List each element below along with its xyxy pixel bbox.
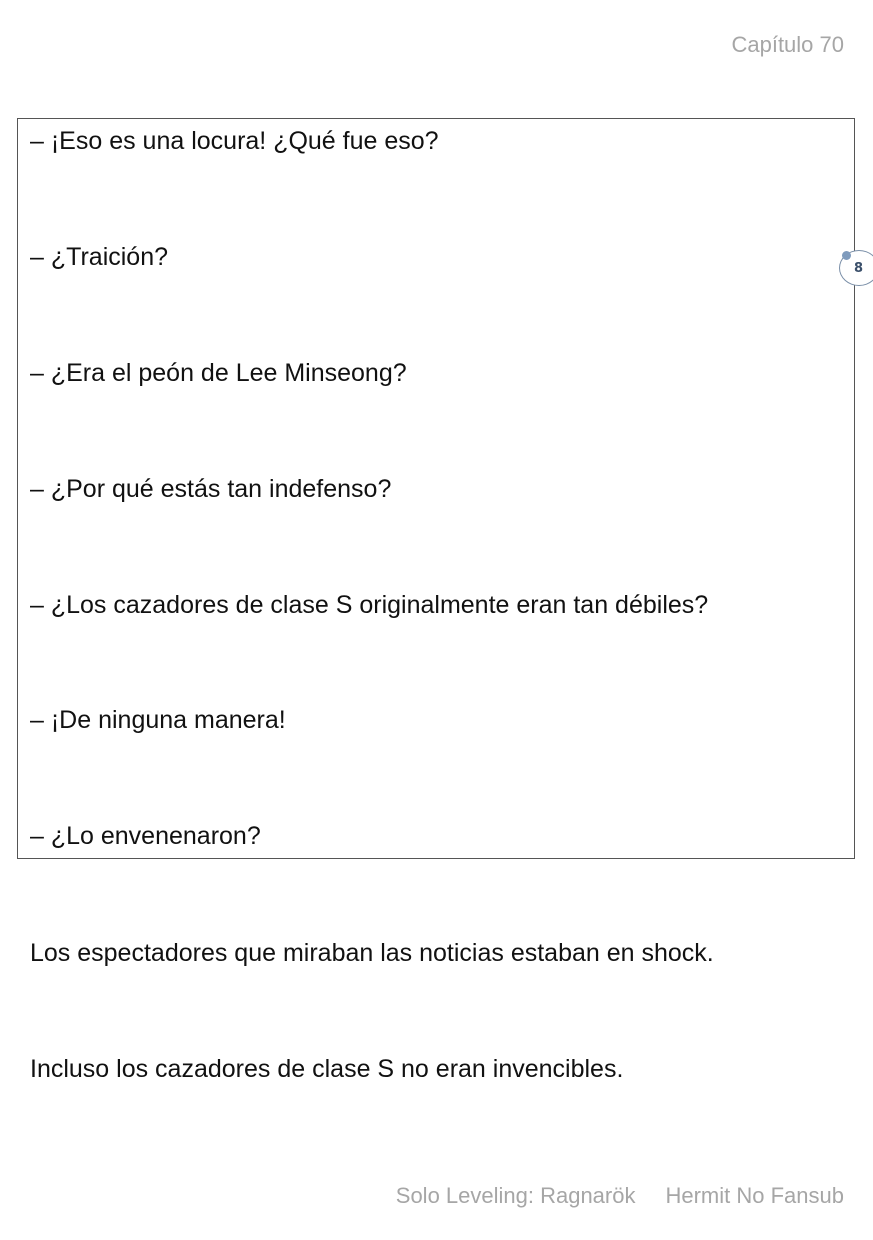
dialogue-line-3: – ¿Era el peón de Lee Minseong? [30,359,407,387]
comment-marker[interactable] [838,249,873,287]
dialogue-line-6: – ¡De ninguna manera! [30,706,286,734]
dialogue-line-7: – ¿Lo envenenaron? [30,822,261,850]
page-footer [396,1183,844,1209]
dialogue-line-2: – ¿Traición? [30,243,169,271]
comment-dot-icon [842,251,851,260]
dialogue-line-5: – ¿Los cazadores de clase S originalmente eran tan débiles? [30,591,709,619]
footer-title: Solo Leveling: Ragnarök [395,1183,636,1208]
comment-count: 8 [854,261,864,276]
dialogue-box [17,118,855,859]
footer-group: Hermit No Fansub [665,1183,844,1208]
dialogue-line-1: – ¡Eso es una locura! ¿Qué fue eso? [30,127,439,155]
narration-line-1: Los espectadores que miraban las noticias estaban en shock. [30,939,714,967]
dialogue-line-4: – ¿Por qué estás tan indefenso? [30,475,392,503]
narration-line-2: Incluso los cazadores de clase S no eran invencibles. [30,1055,624,1083]
chapter-header: Capítulo 70 [731,32,844,57]
